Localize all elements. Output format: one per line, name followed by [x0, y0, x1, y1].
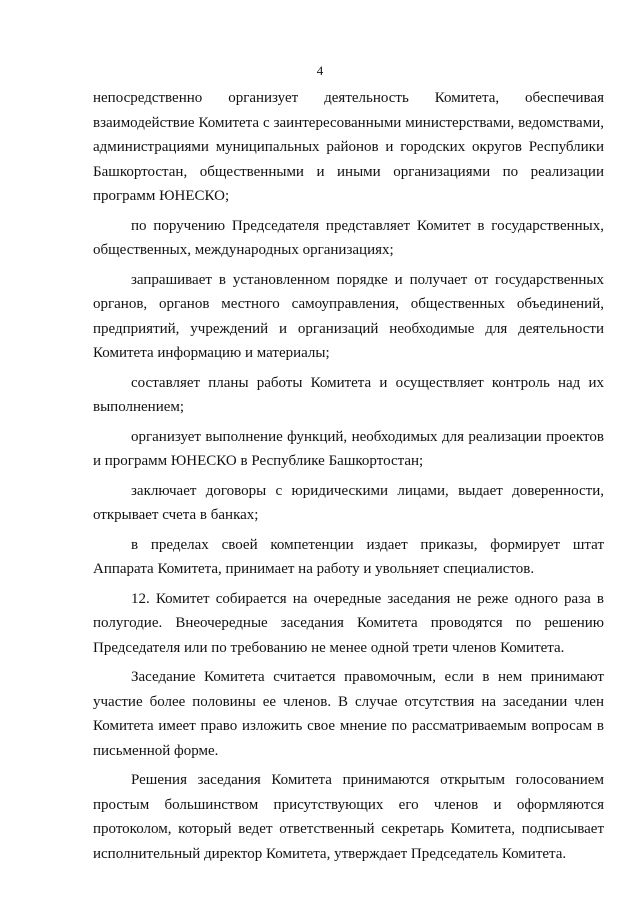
paragraph: запрашивает в установленном порядке и получает от государственных органов, органов местного самоуправления, общественных объединений, предприятий, учреждений и организаций необходимые для деятельности Комитета информацию и материалы; — [93, 271, 604, 361]
paragraph: 12. Комитет собирается на очередные заседания не реже одного раза в полугодие. Внеочередные заседания Комитета проводятся по решению Председателя или по требованию не менее одной трети членов Комитета. — [93, 590, 604, 656]
paragraph: составляет планы работы Комитета и осуществляет контроль над их выполнением; — [93, 374, 604, 415]
paragraph: в пределах своей компетенции издает приказы, формирует штат Аппарата Комитета, принимает на работу и увольняет специалистов. — [93, 536, 604, 577]
paragraph: Заседание Комитета считается правомочным, если в нем принимают участие более половины ее членов. В случае отсутствия на заседании член Комитета имеет право изложить свое мнение по рассматриваемым вопросам в письменной форме. — [93, 669, 604, 759]
paragraph: непосредственно организует деятельность Комитета, обеспечивая взаимодействие Комитета с заинтересованными министерствами, ведомствами, администрациями муниципальных районов и городских округов Республики Башкортостан, общественными и иными организациями по реализации программ ЮНЕСКО; — [93, 90, 604, 204]
document-body — [93, 86, 604, 866]
paragraph: по поручению Председателя представляет Комитет в государственных, общественных, международных организациях; — [93, 217, 604, 258]
paragraph: заключает договоры с юридическими лицами, выдает доверенности, открывает счета в банках; — [93, 482, 604, 523]
page-number: 4 — [316, 63, 324, 78]
paragraph: организует выполнение функций, необходимых для реализации проектов и программ ЮНЕСКО в Республике Башкортостан; — [93, 428, 604, 469]
paragraph: Решения заседания Комитета принимаются открытым голосованием простым большинством присутствующих его членов и оформляются протоколом, который ведет ответственный секретарь Комитета, подписывает исполнительный директор Комитета, утверждает Председатель Комитета. — [93, 772, 604, 862]
